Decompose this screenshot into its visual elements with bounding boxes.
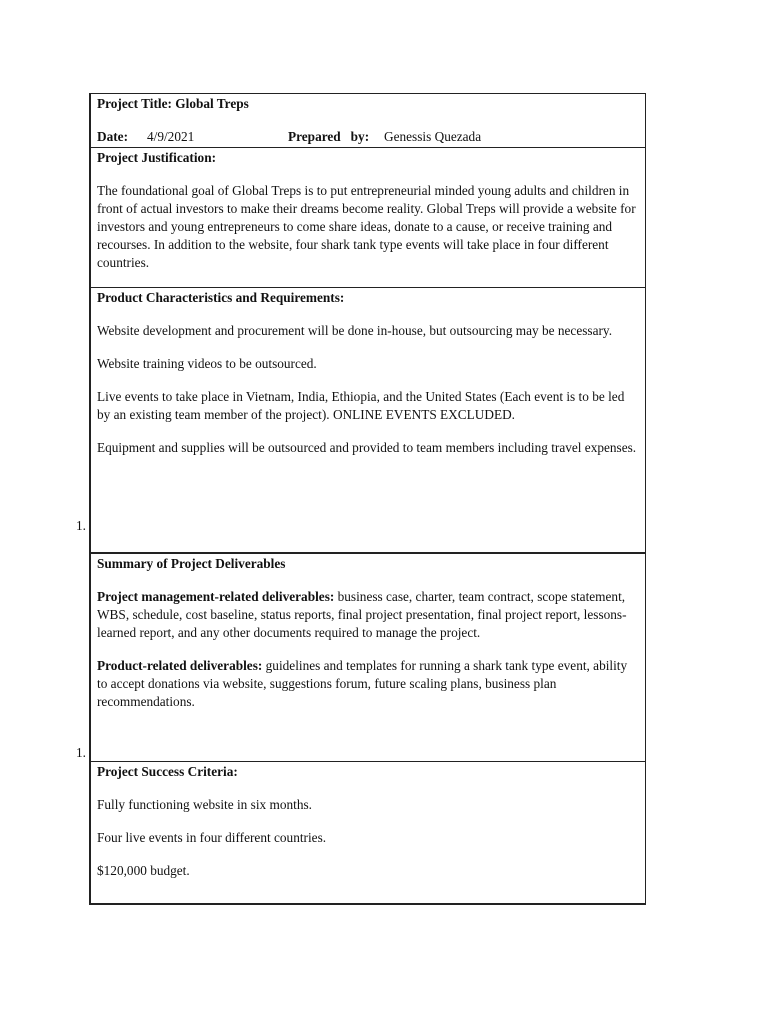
pm-deliverables-text: business case, charter, team contract, scope statement, WBS, schedule, cost baseline, status reports, final project presentation, final project report, lessons-learned report, and any other documents required to manage the project. [97,589,627,640]
date-label: Date: [97,129,129,144]
characteristics-p4: Equipment and supplies will be outsourced and provided to team members including travel expenses. [97,440,637,455]
characteristics-p1: Website development and procurement will be done in-house, but outsourcing may be necessary. [97,323,613,338]
justification-title: Project Justification: [97,150,217,165]
product-deliverables-label: Product-related deliverables: [97,658,263,673]
pm-deliverables-label: Project management-related deliverables: [97,589,335,604]
project-charter-table [89,93,646,905]
list-marker-2: 1. [76,745,86,760]
success-criterion-2: Four live events in four different countries. [97,830,327,845]
prepared-value: Genessis Quezada [384,129,482,144]
success-criterion-3: $120,000 budget. [97,863,190,878]
project-title-value: Global Treps [175,96,249,111]
pm-deliverables [97,588,639,642]
project-title-label: Project Title: [97,96,172,111]
header-section [91,94,645,147]
success-section [91,761,645,903]
characteristics-p2: Website training videos to be outsourced. [97,356,317,371]
date-value: 4/9/2021 [147,129,195,144]
deliverables-title: Summary of Project Deliverables [97,556,286,571]
justification-section [91,147,645,287]
date-prepared-line [97,128,639,146]
characteristics-p3: Live events to take place in Vietnam, India, Ethiopia, and the United States (Each event is to be led by an existing team member of the project). ONLINE EVENTS EXCLUDED. [97,389,625,422]
deliverables-section [91,552,645,761]
list-marker-1: 1. [76,518,86,533]
prepared-label: Prepared by: [288,129,370,144]
project-title-line [97,95,639,113]
characteristics-section [91,287,645,552]
success-criterion-1: Fully functioning website in six months. [97,797,312,812]
product-deliverables-text: guidelines and templates for running a shark tank type event, ability to accept donations via website, suggestions forum, future scaling plans, business plan recommendations. [97,658,628,709]
characteristics-title: Product Characteristics and Requirements: [97,290,345,305]
justification-text: The foundational goal of Global Treps is to put entrepreneurial minded young adults and children in front of actual investors to make their dreams become reality. Global Treps will provide a website for investors and young entrepreneurs to come share ideas, donate to a cause, or receive training and recourses. In addition to the website, four shark tank type events will take place in four different countries. [97,183,636,270]
success-title: Project Success Criteria: [97,764,238,779]
product-deliverables [97,657,639,711]
